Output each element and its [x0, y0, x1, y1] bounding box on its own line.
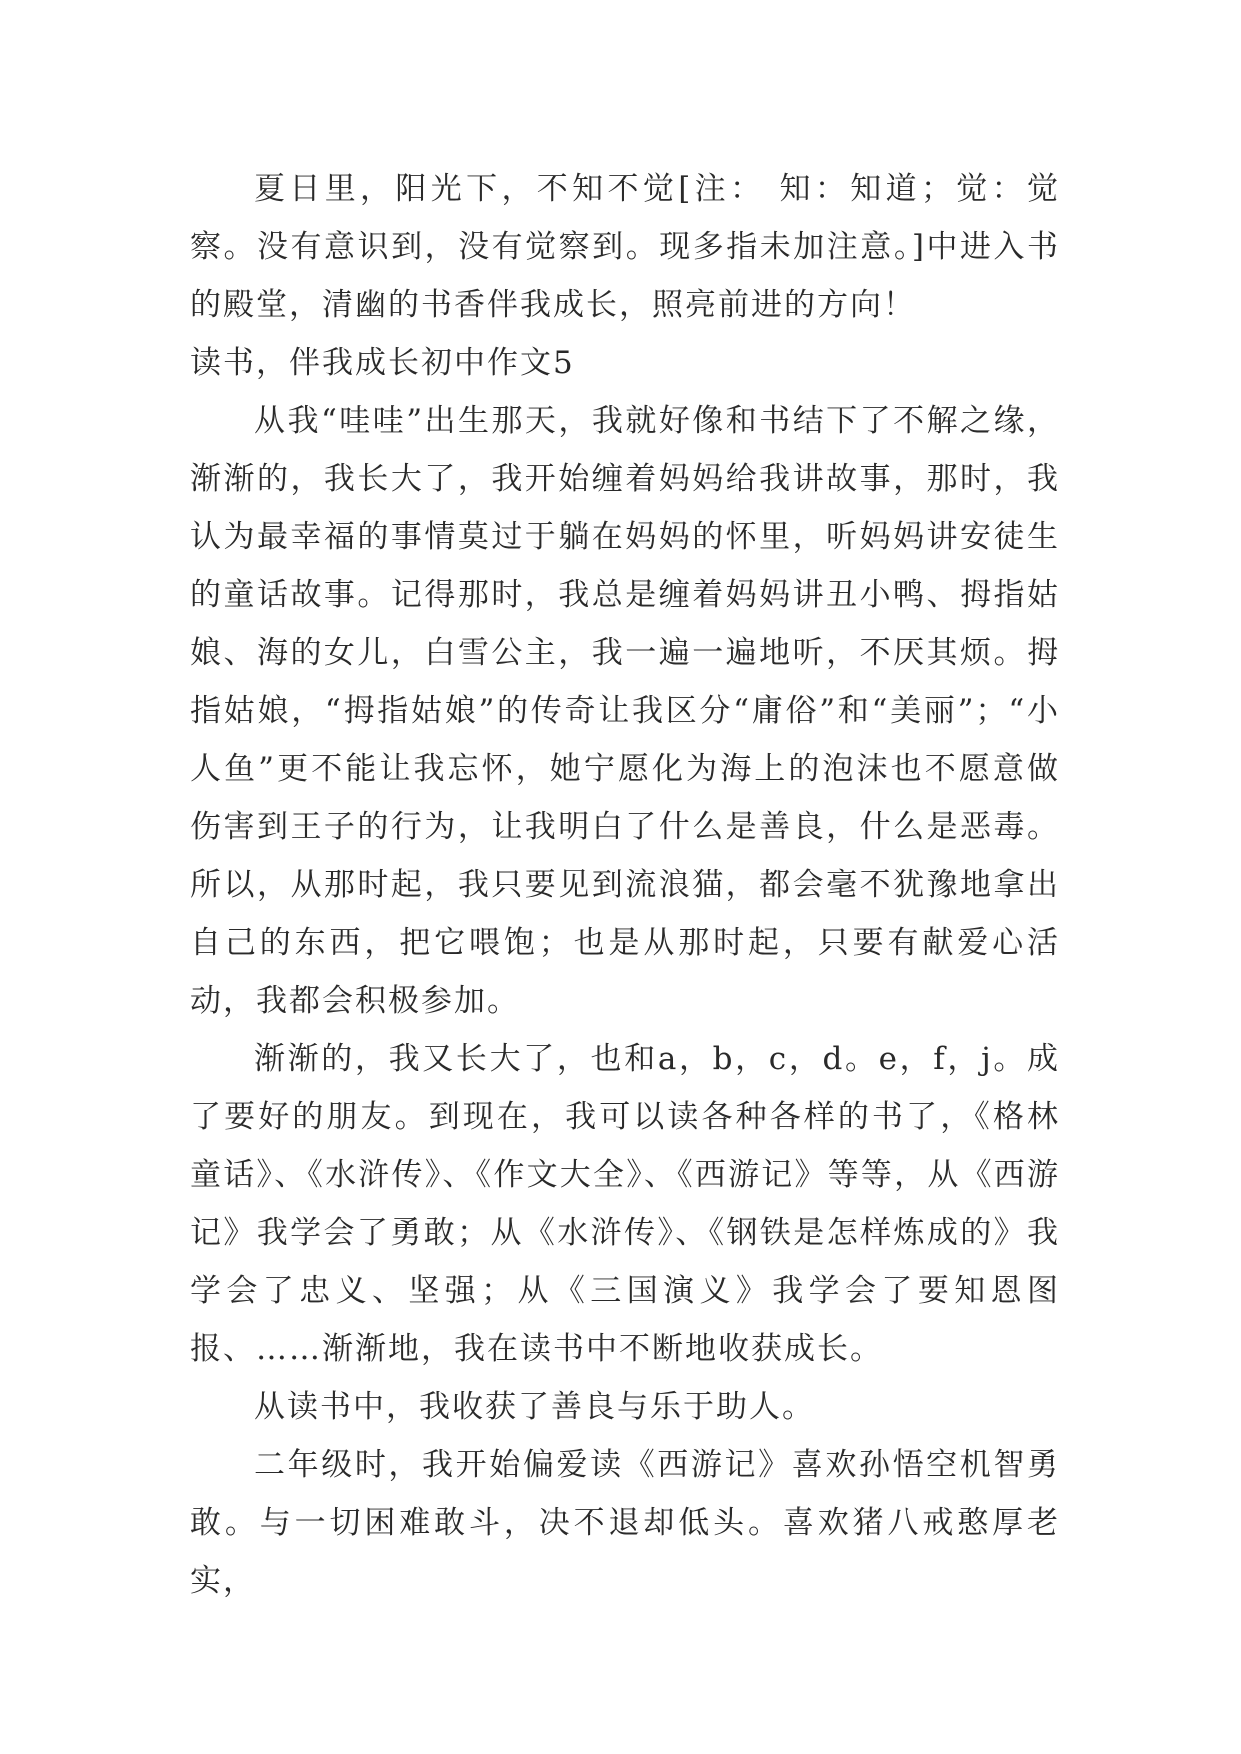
paragraph-3: 渐渐的，我又长大了，也和a，b，c，d。e，f，j。成了要好的朋友。到现在，我可以读各种各样的书了，《格林童话》、《水浒传》、《作文大全》、《西游记》等等，从《西游记》我学会了勇敢；从《水浒传》、《钢铁是怎样炼成的》我学会了忠义、坚强；从《三国演义》我学会了要知恩图报、……渐渐地，我在读书中不断地收获成长。 — [190, 1041, 1060, 1367]
paragraph-4: 从读书中，我收获了善良与乐于助人。 — [254, 1389, 815, 1425]
section-heading: 读书，伴我成长初中作文5 — [190, 345, 575, 381]
paragraph-2: 从我“哇哇”出生那天，我就好像和书结下了不解之缘，渐渐的，我长大了，我开始缠着妈妈给我讲故事，那时，我认为最幸福的事情莫过于躺在妈妈的怀里，听妈妈讲安徒生的童话故事。记得那时，我总是缠着妈妈讲丑小鸭、拇指姑娘、海的女儿，白雪公主，我一遍一遍地听，不厌其烦。拇指姑娘，“拇指姑娘”的传奇让我区分“庸俗”和“美丽”；“小人鱼”更不能让我忘怀，她宁愿化为海上的泡沫也不愿意做伤害到王子的行为，让我明白了什么是善良，什么是恶毒。所以，从那时起，我只要见到流浪猫，都会毫不犹豫地拿出自己的东西，把它喂饱；也是从那时起，只要有献爱心活动，我都会积极参加。 — [190, 403, 1060, 1019]
paragraph-5: 二年级时，我开始偏爱读《西游记》喜欢孙悟空机智勇敢。与一切困难敢斗，决不退却低头。喜欢猪八戒憨厚老实， — [190, 1447, 1060, 1599]
document-body — [190, 160, 1060, 1610]
paragraph-1: 夏日里，阳光下，不知不觉[注： 知：知道；觉：觉察。没有意识到，没有觉察到。现多指未加注意。]中进入书的殿堂，清幽的书香伴我成长，照亮前进的方向！ — [190, 171, 1060, 323]
